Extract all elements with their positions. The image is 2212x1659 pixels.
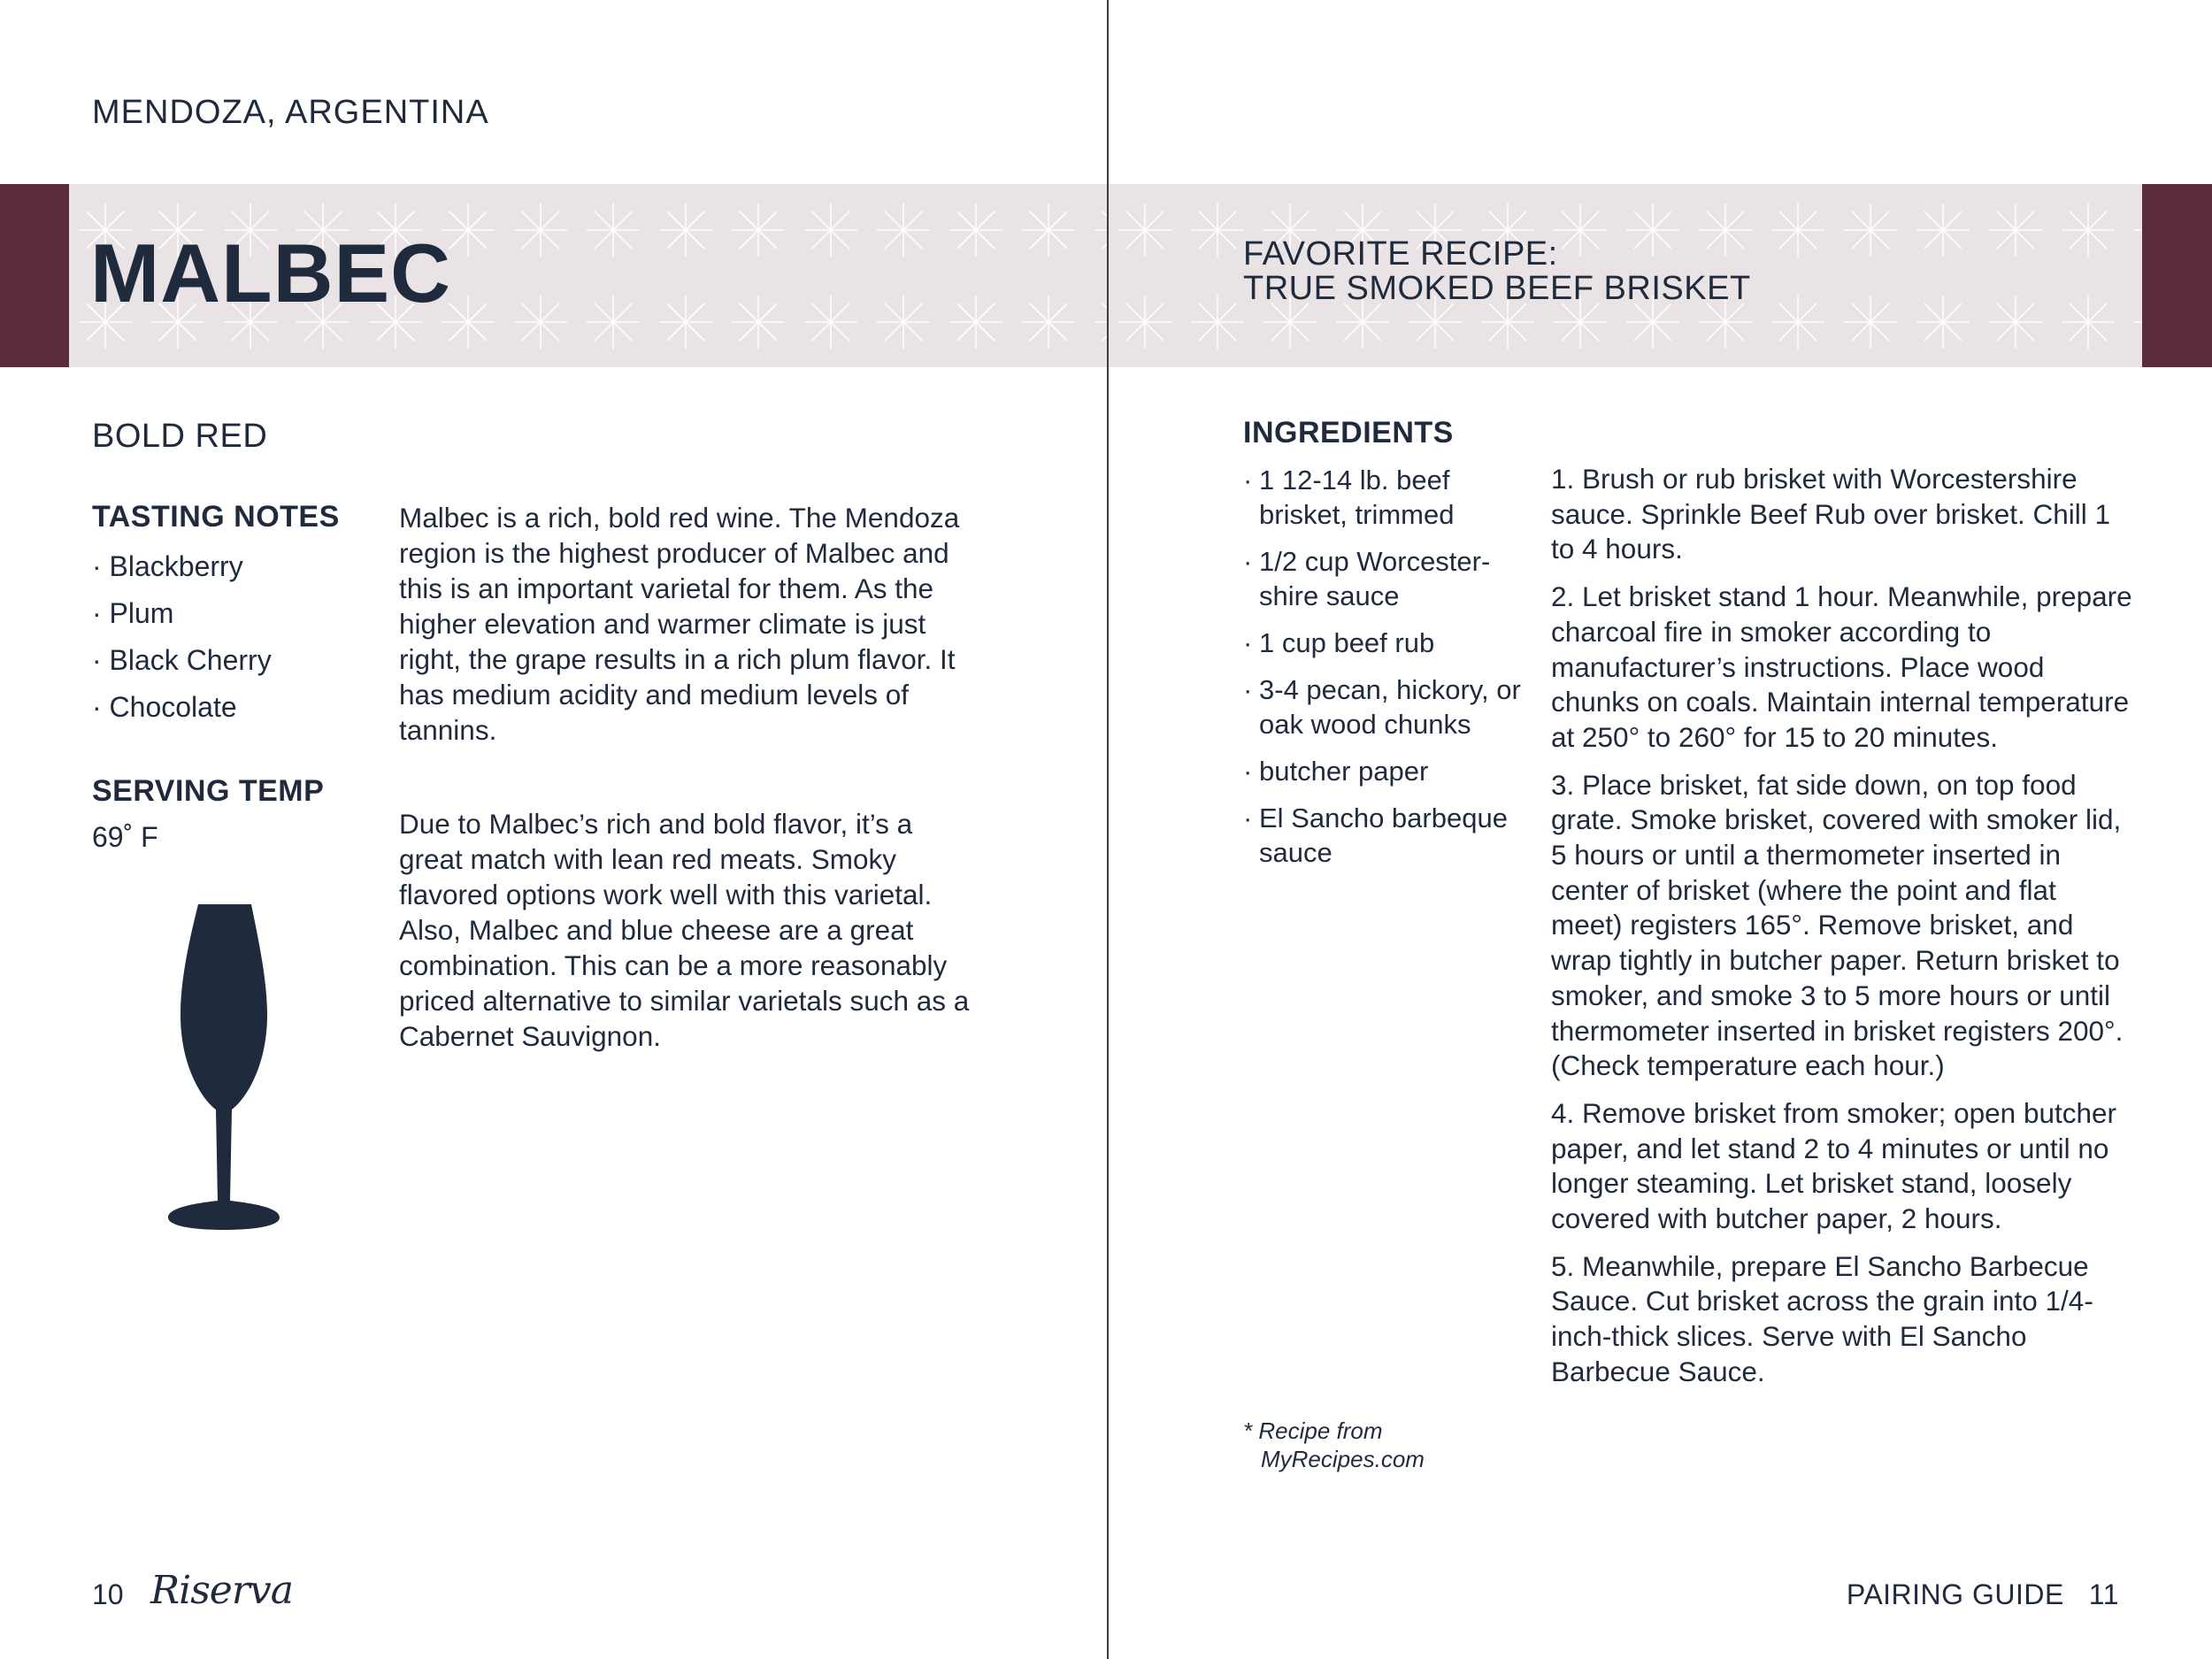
tasting-notes-heading: TASTING NOTES [92, 500, 340, 534]
riserva-logo: Riserva [150, 1568, 293, 1613]
serving-temp-value: 69˚ F [92, 821, 158, 853]
tasting-notes-section [92, 500, 375, 731]
recipe-title [1243, 237, 1751, 306]
ingredients-section [1243, 416, 1526, 882]
serving-temp-heading: SERVING TEMP [92, 774, 325, 808]
page-number-right: 11 [2088, 1578, 2119, 1610]
recipe-steps [1551, 462, 2135, 1402]
page-number-left: 10 [92, 1578, 124, 1610]
wine-style-label: BOLD RED [92, 418, 268, 455]
serving-temp-section [92, 774, 375, 854]
recipe-step: 2. Let brisket stand 1 hour. Meanwhile, prepare charcoal fire in smoker according to manufacturer’s instructions. Place wood chunks on coals. Maintain internal temperature at 250° to 260° for 15 to 20 minutes. [1551, 580, 2132, 753]
description-paragraph-2: Due to Malbec’s rich and bold flavor, it’s a great match with lean red meats. Smoky flavored options work well with this varietal. Also, Malbec and blue cheese are a great combination. This can be a more reasonably priced alternative to similar varietals such as a Cabernet Sauvignon. [399, 808, 970, 1052]
ingredients-heading: INGREDIENTS [1243, 416, 1454, 449]
recipe-step: 5. Meanwhile, prepare El Sancho Barbecue Sauce. Cut brisket across the grain into 1/4-inch-thick slices. Serve with El Sancho Barbecue Sauce. [1551, 1249, 2093, 1387]
credit-line-2: MyRecipes.com [1261, 1446, 1425, 1472]
recipe-title-line-1: FAVORITE RECIPE: [1243, 235, 1558, 273]
list-item: · El Sancho barbeque sauce [1243, 801, 1526, 870]
ingredients-list [1243, 463, 1526, 870]
recipe-credit [1243, 1417, 1425, 1473]
tasting-notes-list [92, 543, 375, 731]
recipe-step: 3. Place brisket, fat side down, on top food grate. Smoke brisket, covered with smoker lid, 5 hours or until a thermometer inserted in center of brisket (where the point and flat meet) registers 165°. Remove brisket, and wrap tightly in butcher paper. Return brisket to smoker, and smoke 3 to 5 more hours or until thermometer inserted in brisket registers 200°. (Check temperature each hour.) [1551, 768, 2124, 1082]
list-item: · 1 12-14 lb. beef brisket, trimmed [1243, 463, 1526, 532]
description-paragraph-1: Malbec is a rich, bold red wine. The Mendoza region is the highest producer of Malbec and this is an important varietal for them. As the higher elevation and warmer climate is just right, the grape results in a rich plum flavor. It has medium acidity and medium levels of tannins. [399, 502, 960, 746]
left-accent-bar [0, 184, 69, 367]
recipe-title-line-2: TRUE SMOKED BEEF BRISKET [1243, 270, 1751, 307]
list-item: · Plum [92, 597, 174, 629]
list-item: · butcher paper [1243, 754, 1526, 788]
credit-line-1: * Recipe from [1243, 1417, 1383, 1444]
list-item: · Chocolate [92, 691, 237, 723]
list-item: · Black Cherry [92, 644, 272, 676]
page-gutter [1107, 0, 1109, 1659]
list-item: · Blackberry [92, 550, 243, 582]
right-accent-bar [2142, 184, 2212, 367]
recipe-step: 1. Brush or rub brisket with Worcestershire sauce. Sprinkle Beef Rub over brisket. Chill 1 to 4 hours. [1551, 463, 2111, 565]
list-item: · 3-4 pecan, hickory, or oak wood chunks [1243, 672, 1526, 741]
recipe-step: 4. Remove brisket from smoker; open butcher paper, and let stand 2 to 4 minutes or until no longer steaming. Let brisket stand, loosely covered with butcher paper, 2 hours. [1551, 1096, 2117, 1235]
list-item: · 1/2 cup Worcester-shire sauce [1243, 544, 1526, 613]
footer-label: PAIRING GUIDE [1846, 1578, 2064, 1610]
wine-name-heading: MALBEC [90, 227, 452, 319]
region-label: MENDOZA, ARGENTINA [92, 94, 489, 131]
wine-glass-icon [165, 904, 284, 1232]
footer-right [1847, 1578, 2119, 1611]
list-item: · 1 cup beef rub [1243, 626, 1526, 660]
